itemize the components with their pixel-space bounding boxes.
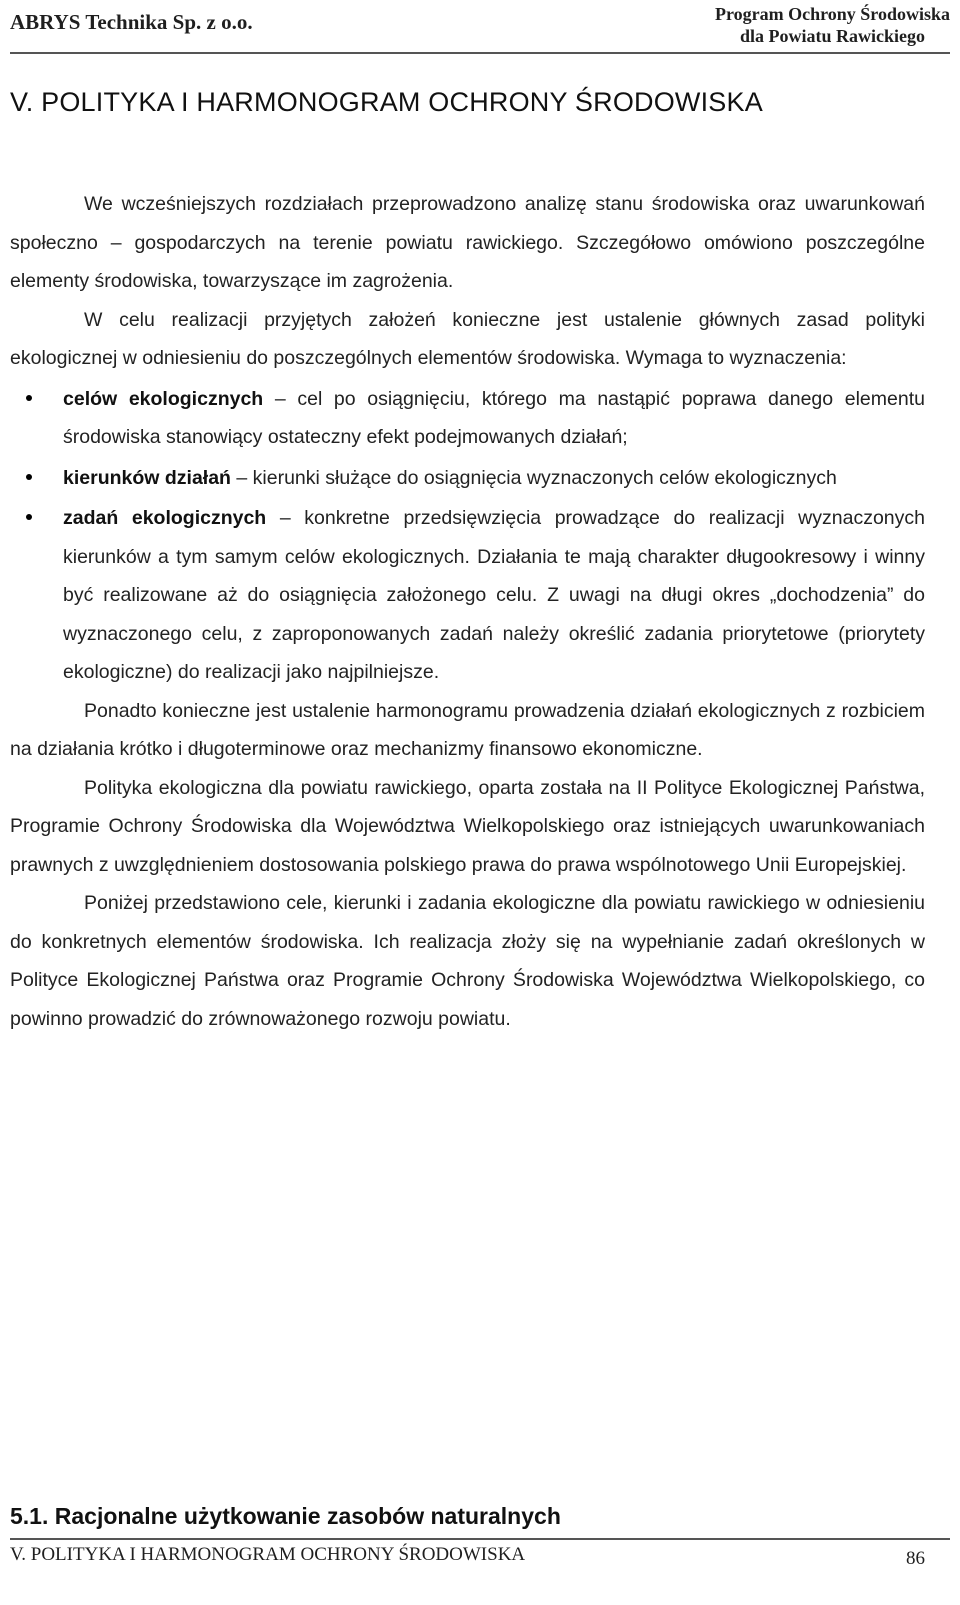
paragraph-intro: We wcześniejszych rozdziałach przeprowadzono analizę stanu środowiska oraz uwarunkowań społeczno – gospodarczych na terenie powiatu rawickiego. Szczegółowo omówiono poszczególne elementy środowiska, towarzyszące im zagrożenia. (10, 193, 925, 292)
header-program-line2: dla Powiatu Rawickiego (739, 26, 925, 46)
document-body (10, 185, 925, 1038)
paragraph-policy: Polityka ekologiczna dla powiatu rawickiego, oparta została na II Polityce Ekologicznej Państwa, Programie Ochrony Środowiska dla Województwa Wielkopolskiego oraz istniejących uwarunkowaniach prawnych z uwzględnieniem dostosowania polskiego prawa do prawa wspólnotowego Unii Europejskiej. (10, 776, 925, 876)
bullet-term: celów ekologicznych (63, 387, 264, 410)
list-item (10, 499, 925, 692)
list-item (10, 459, 925, 498)
bullet-text: – konkretne przedsięwzięcia prowadzące do realizacji wyznaczonych kierunków a tym samym celów ekologicznych. Działania te mają charakter długookresowy i winny być realizowane aż do osiągnięcia założonego celu. Z uwagi na długi okres „dochodzenia” do wyznaczonego celu, z zaproponowanych zadań należy określić zadania priorytetowe (priorytety ekologiczne) do realizacji jako najpilniejsze. (63, 507, 925, 683)
chapter-title: V. POLITYKA I HARMONOGRAM OCHRONY ŚRODOWISKA (10, 87, 763, 117)
header-program-line1: Program Ochrony Środowiska (714, 4, 950, 24)
paragraph-summary: Poniżej przedstawiono cele, kierunki i zadania ekologiczne dla powiatu rawickiego w odniesieniu do konkretnych elementów środowiska. Ich realizacja złoży się na wypełnianie zadań określonych w Polityce Ekologicznej Państwa oraz Programie Ochrony Środowiska Województwa Wielkopolskiego, co powinno prowadzić do zrównoważonego rozwoju powiatu. (10, 892, 925, 1030)
bullet-term: zadań ekologicznych (63, 507, 267, 529)
bullet-icon (26, 474, 32, 480)
header-company: ABRYS Technika Sp. z o.o. (10, 10, 253, 34)
section-heading: 5.1. Racjonalne użytkowanie zasobów naturalnych (10, 1503, 561, 1529)
list-item (10, 380, 925, 457)
bullet-icon (26, 514, 32, 520)
page-number: 86 (906, 1548, 925, 1569)
bullet-list (10, 380, 925, 692)
bullet-term: kierunków działań (63, 466, 231, 489)
footer-rule (10, 1538, 950, 1540)
header-program (715, 3, 950, 47)
paragraph-goals: W celu realizacji przyjętych założeń konieczne jest ustalenie głównych zasad polityki ekologicznej w odniesieniu do poszczególnych elementów środowiska. Wymaga to wyznaczenia: (10, 308, 925, 369)
paragraph-schedule: Ponadto konieczne jest ustalenie harmonogramu prowadzenia działań ekologicznych z rozbiciem na działania krótko i długoterminowe oraz mechanizmy finansowo ekonomiczne. (10, 699, 925, 760)
footer-chapter: V. POLITYKA I HARMONOGRAM OCHRONY ŚRODOWISKA (10, 1544, 526, 1565)
header-rule (10, 52, 950, 54)
bullet-icon (26, 395, 32, 401)
bullet-text: – cel po osiągnięciu, którego ma nastąpić poprawa danego elementu środowiska stanowiący ostateczny efekt podejmowanych działań; (63, 387, 925, 448)
bullet-text: – kierunki służące do osiągnięcia wyznaczonych celów ekologicznych (230, 466, 837, 489)
